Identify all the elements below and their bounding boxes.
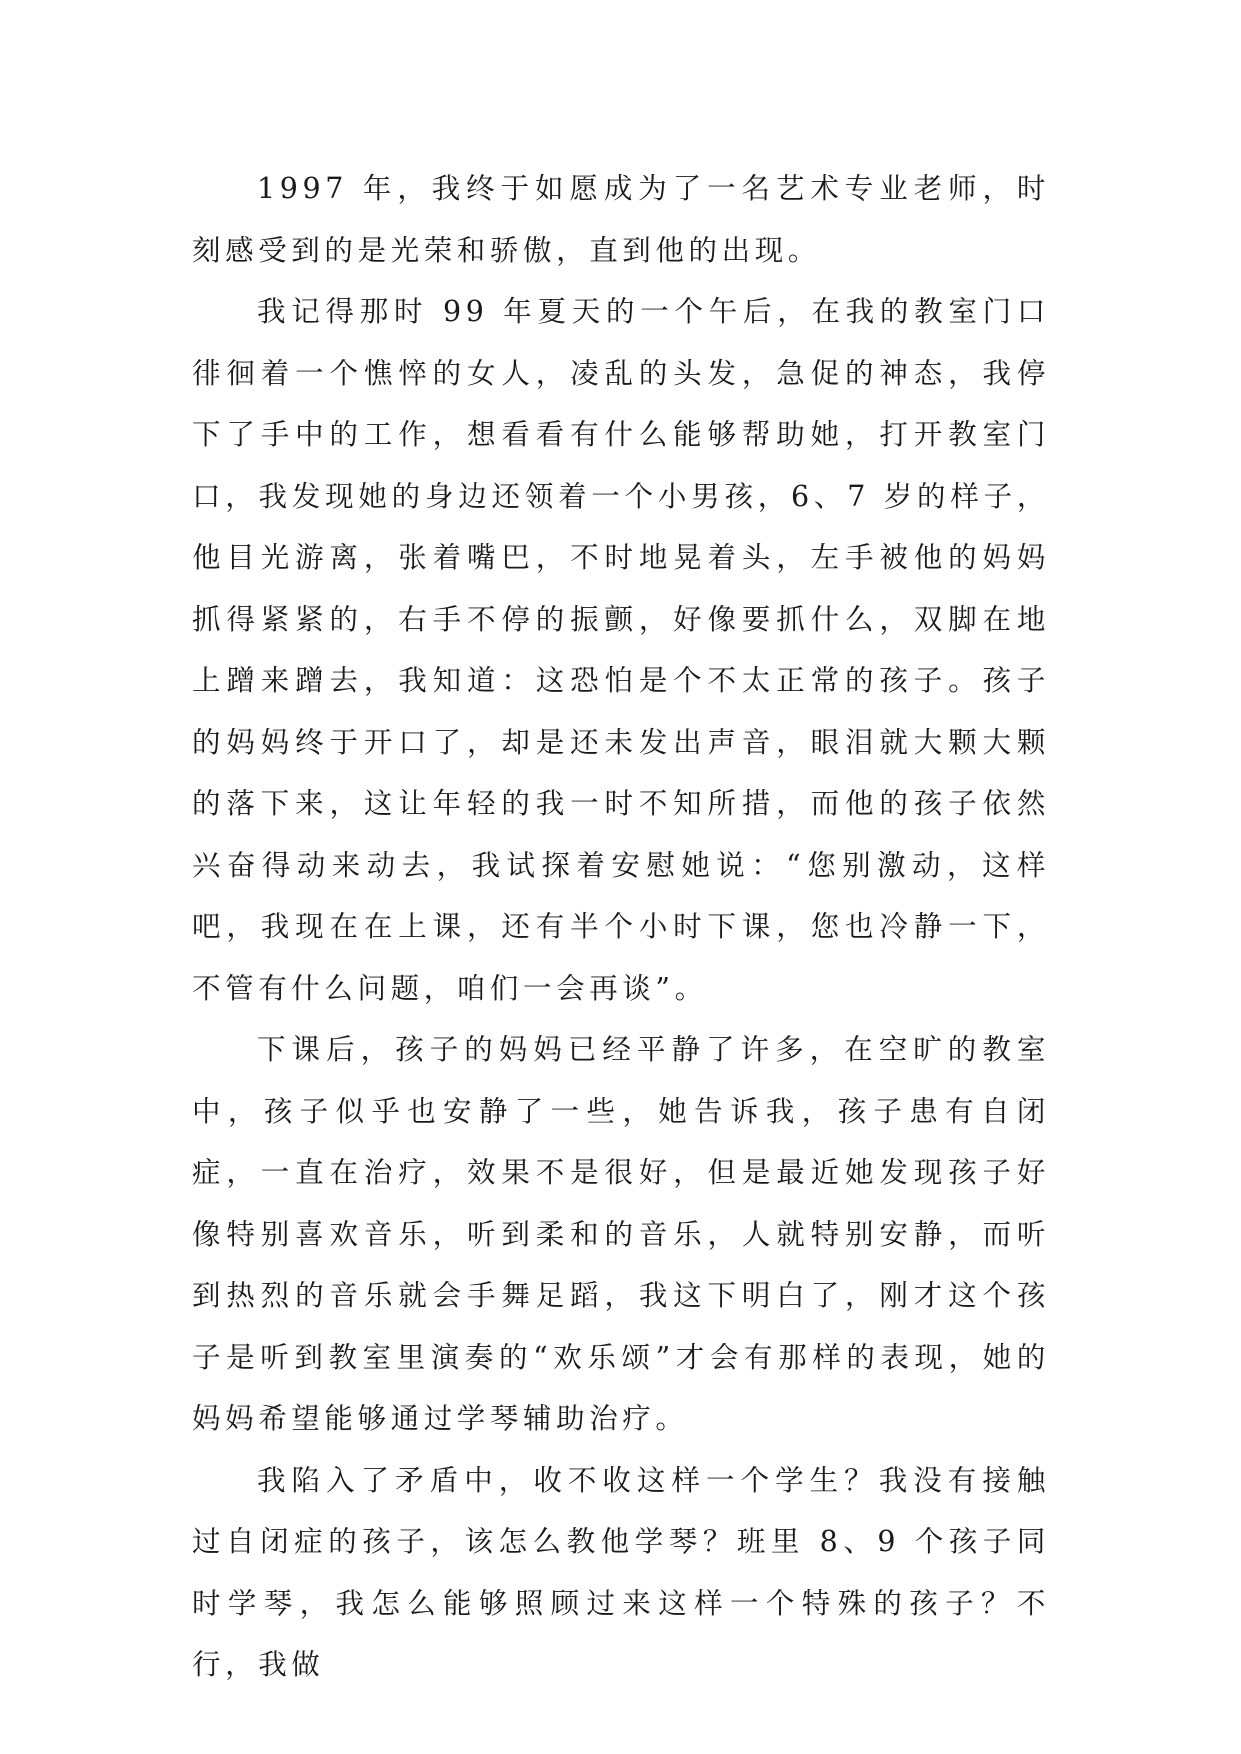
paragraph-4: 我陷入了矛盾中，收不收这样一个学生？我没有接触过自闭症的孩子，该怎么教他学琴？班里 8、9 个孩子同时学琴，我怎么能够照顾过来这样一个特殊的孩子？不行，我做: [192, 1463, 1050, 1681]
paragraph-3: 下课后，孩子的妈妈已经平静了许多，在空旷的教室中，孩子似乎也安静了一些，她告诉我，孩子患有自闭症，一直在治疗，效果不是很好，但是最近她发现孩子好像特别喜欢音乐，听到柔和的音乐，人就特别安静，而听到热烈的音乐就会手舞足蹈，我这下明白了，刚才这个孩子是听到教室里演奏的“欢乐颂”才会有那样的表现，她的妈妈希望能够通过学琴辅助治疗。: [192, 1033, 1050, 1435]
document-body: [192, 158, 1050, 1696]
paragraph-1: 1997 年，我终于如愿成为了一名艺术专业老师，时刻感受到的是光荣和骄傲，直到他的出现。: [192, 172, 1050, 267]
paragraph-2: 我记得那时 99 年夏天的一个午后，在我的教室门口徘徊着一个憔悴的女人，凌乱的头发，急促的神态，我停下了手中的工作，想看看有什么能够帮助她，打开教室门口，我发现她的身边还领着一个小男孩，6、7 岁的样子，他目光游离，张着嘴巴，不时地晃着头，左手被他的妈妈抓得紧紧的，右手不停的振颤，好像要抓什么，双脚在地上蹭来蹭去，我知道：这恐怕是个不太正常的孩子。孩子的妈妈终于开口了，却是还未发出声音，眼泪就大颗大颗的落下来，这让年轻的我一时不知所措，而他的孩子依然兴奋得动来动去，我试探着安慰她说：“您别激动，这样吧，我现在在上课，还有半个小时下课，您也冷静一下，不管有什么问题，咱们一会再谈”。: [192, 295, 1050, 1005]
